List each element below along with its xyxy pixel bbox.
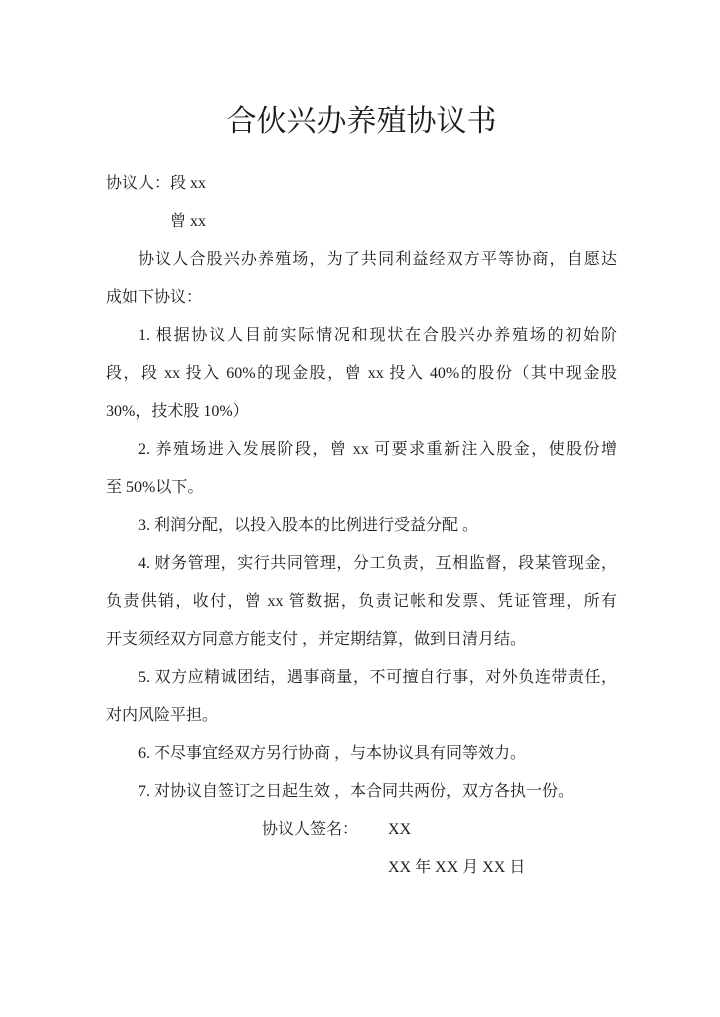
signature-label: 协议人签名： [262, 821, 359, 838]
parties-line-2 [106, 203, 617, 241]
document-body [106, 165, 617, 887]
parties-label: 协议人： [106, 175, 171, 192]
date-line: XX 年 XX 月 XX 日 [388, 859, 526, 876]
clause-1-line-3: 30%，技术股 10%） [106, 403, 249, 420]
clause-4-line-2: 负责供销，收付，曾 xx 管数据，负责记帐和发票、凭证管理，所有 [106, 593, 617, 610]
clause-5-line-1: 5. 双方应精诚团结，遇事商量，不可擅自行事，对外负连带责任， [138, 669, 617, 686]
preamble-line-1: 协议人合股兴办养殖场，为了共同利益经双方平等协商，自愿达 [138, 251, 617, 268]
clause-5-line-2: 对内风险平担。 [106, 707, 219, 724]
signature-name: XX [388, 821, 412, 838]
preamble-line-2: 成如下协议： [106, 289, 203, 306]
clause-1-line-1: 1. 根据协议人目前实际情况和现状在合股兴办养殖场的初始阶 [138, 327, 617, 344]
signature-line [106, 811, 617, 849]
clause-2-line-1: 2. 养殖场进入发展阶段，曾 xx 可要求重新注入股金，使股份增 [138, 441, 617, 458]
clause-7-line-1: 7. 对协议自签订之日起生效 ，本合同共两份，双方各执一份。 [138, 783, 575, 800]
clause-6-line-1: 6. 不尽事宜经双方另行协商 ，与本协议具有同等效力。 [138, 745, 527, 762]
clause-3-line-1: 3. 利润分配，以投入股本的比例进行受益分配 。 [138, 517, 479, 534]
parties-line-1 [106, 165, 617, 203]
clause-4-line-3: 开支须经双方同意方能支付 ，并定期结算，做到日清月结。 [106, 631, 527, 648]
clause-1-line-2: 段，段 xx 投入 60%的现金股，曾 xx 投入 40%的股份（其中现金股 [106, 365, 617, 382]
clause-2-line-2: 至 50%以下。 [106, 479, 204, 496]
document-title: 合伙兴办养殖协议书 [226, 105, 497, 139]
clause-4-line-1: 4. 财务管理，实行共同管理，分工负责，互相监督，段某管现金， [138, 555, 617, 572]
party-name-2: 曾 xx [170, 213, 207, 230]
party-name-1: 段 xx [170, 175, 207, 192]
